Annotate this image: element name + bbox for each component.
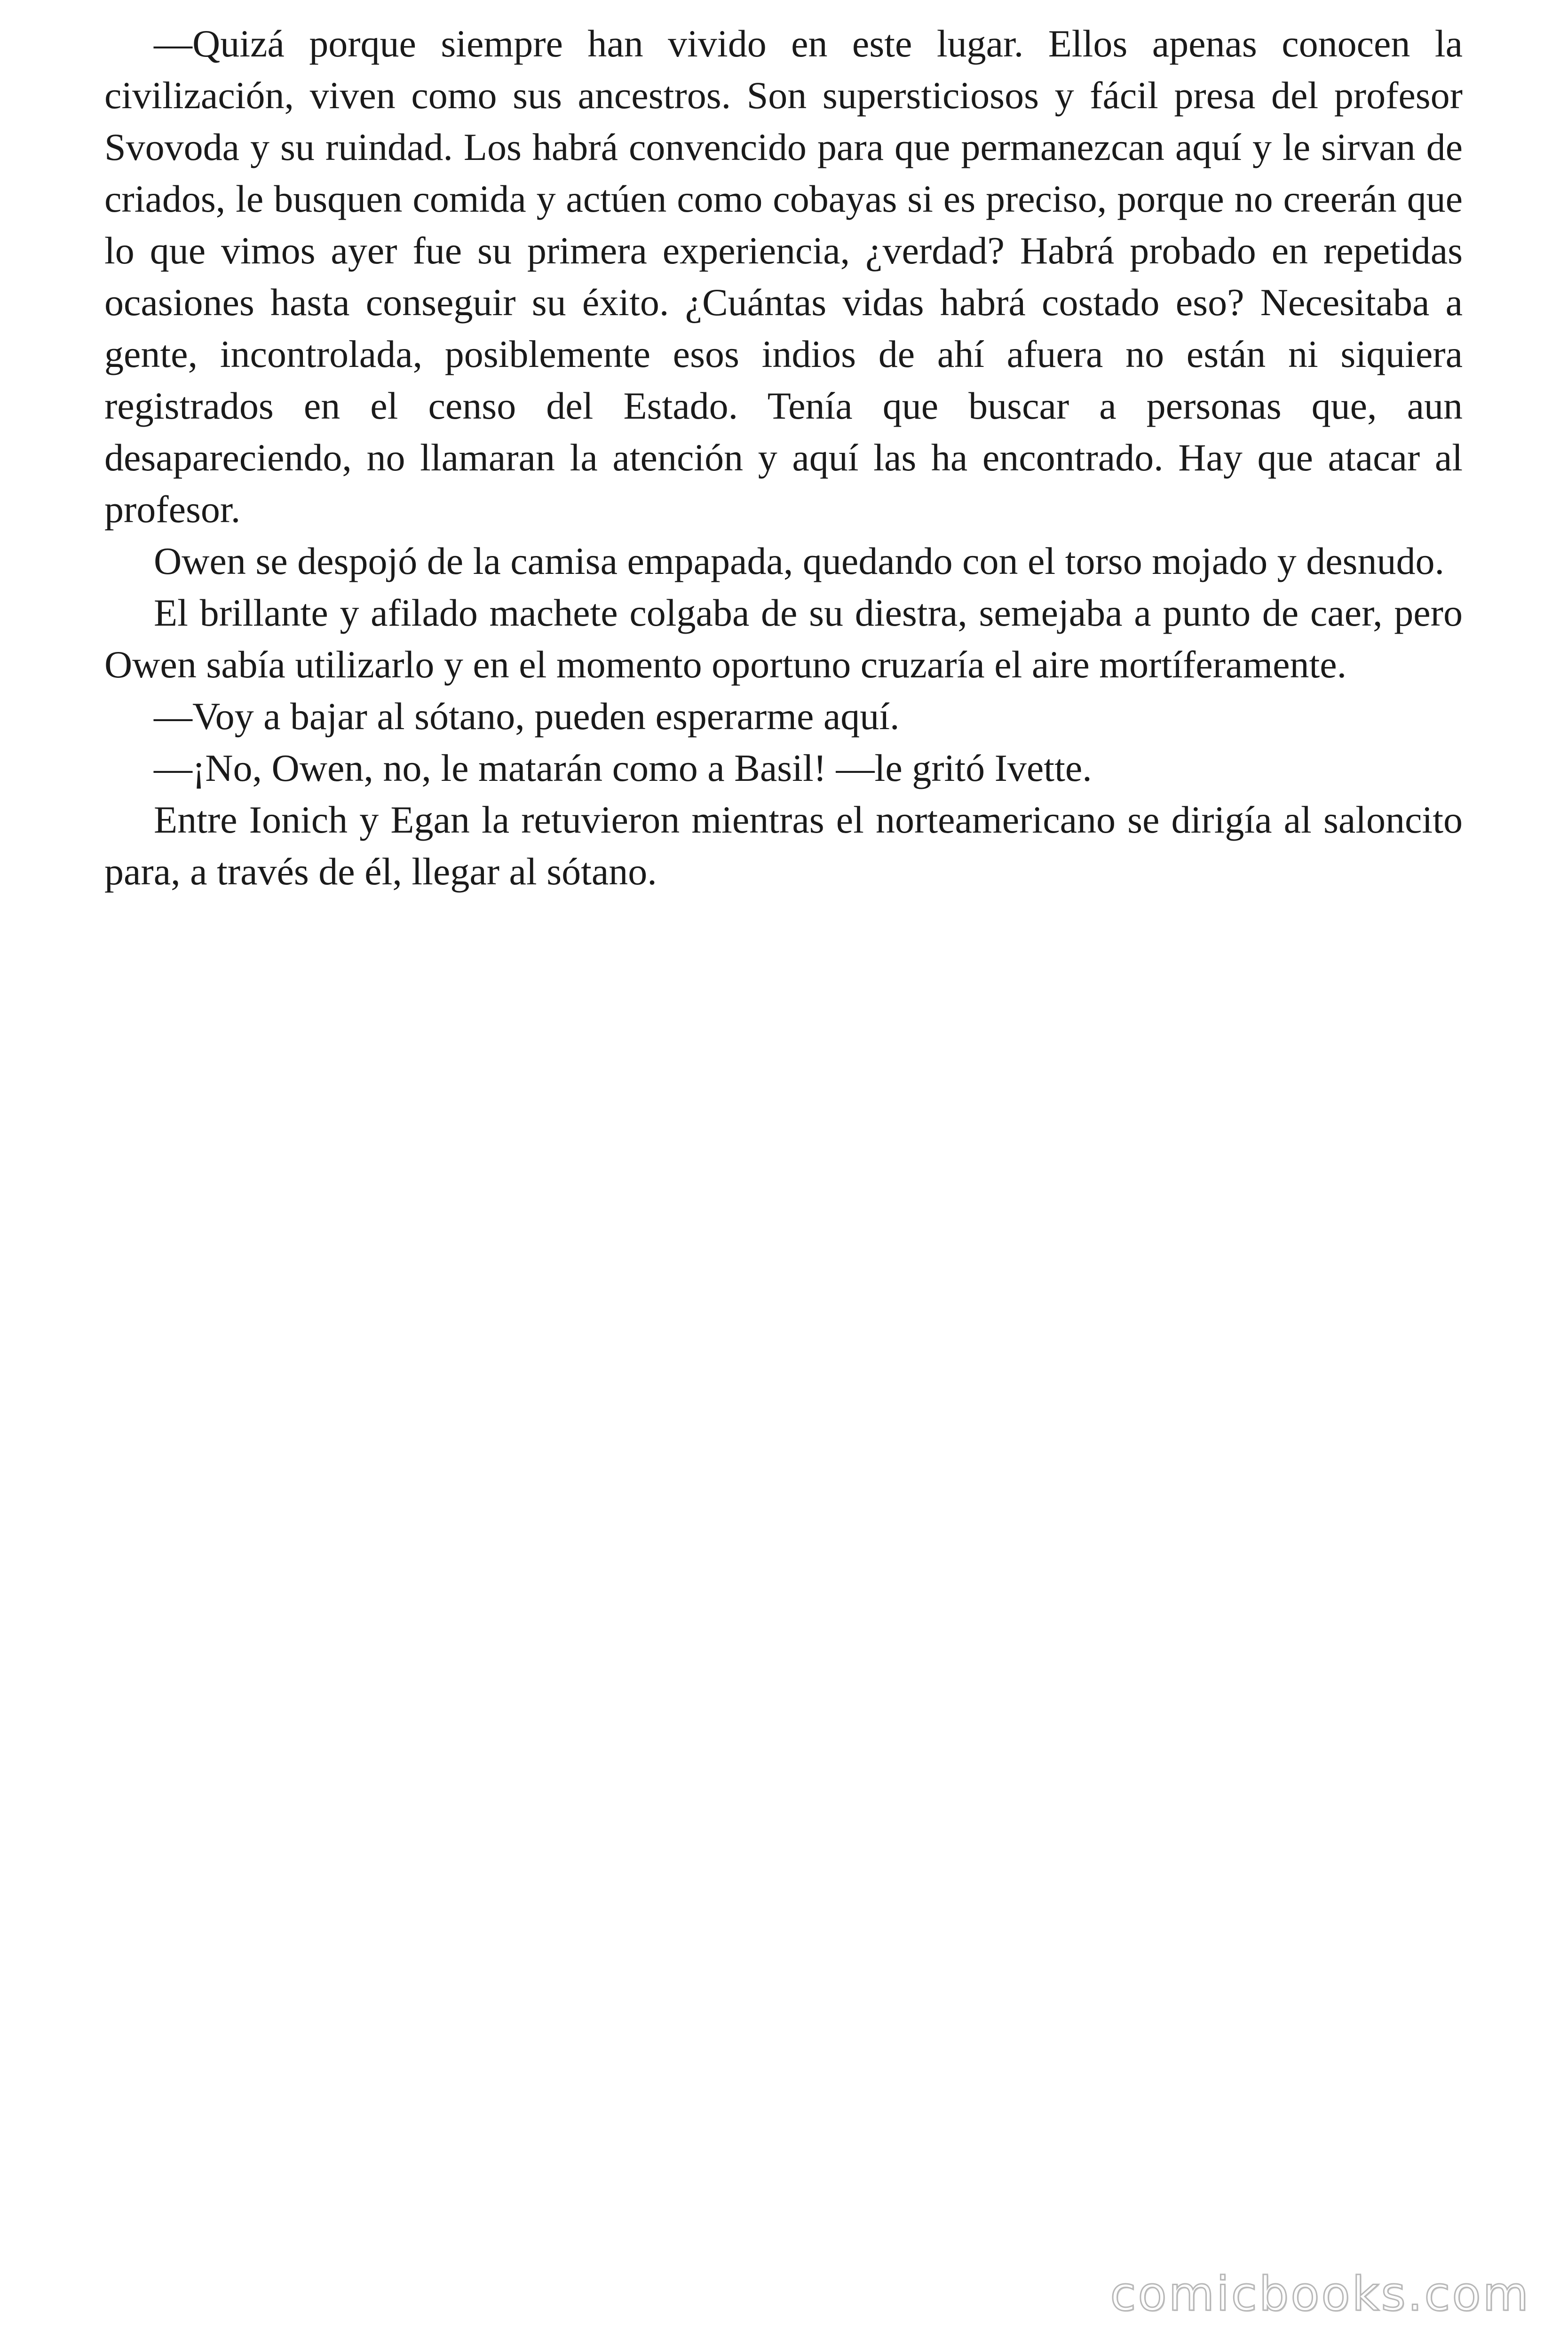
body-text bbox=[104, 18, 1463, 898]
paragraph-5: —¡No, Owen, no, le matarán como a Basil! —le gritó Ivette. bbox=[154, 747, 1092, 789]
paragraph-1: —Quizá porque siempre han vivido en este lugar. Ellos apenas conocen la civilización, viven como sus ancestros. Son supersticiosos y fácil presa del profesor Svovoda y su ruindad. Los habrá convencido para que permanezcan aquí y le sirvan de criados, le busquen comida y actúen como cobayas si es preciso, porque no creerán que lo que vimos ayer fue su primera experiencia, ¿verdad? Habrá probado en repetidas ocasiones hasta conseguir su éxito. ¿Cuántas vidas habrá costado eso? Necesitaba a gente, incontrolada, posiblemente esos indios de ahí afuera no están ni siquiera registrados en el censo del Estado. Tenía que buscar a personas que, aun desapareciendo, no llamaran la atención y aquí las ha encontrado. Hay que atacar al profesor. bbox=[104, 22, 1463, 531]
paragraph-6: Entre Ionich y Egan la retuvieron mientras el norteamericano se dirigía al saloncito para, a través de él, llegar al sótano. bbox=[104, 798, 1463, 893]
paragraph-3: El brillante y afilado machete colgaba de su diestra, semejaba a punto de caer, pero Owen sabía utilizarlo y en el momento oportuno cruzaría el aire mortíferamente. bbox=[104, 591, 1463, 686]
paragraph-4: —Voy a bajar al sótano, pueden esperarme aquí. bbox=[154, 695, 900, 738]
watermark: comicbooks.com bbox=[1110, 2266, 1530, 2321]
paragraph-2: Owen se despojó de la camisa empapada, quedando con el torso mojado y desnudo. bbox=[154, 540, 1444, 582]
